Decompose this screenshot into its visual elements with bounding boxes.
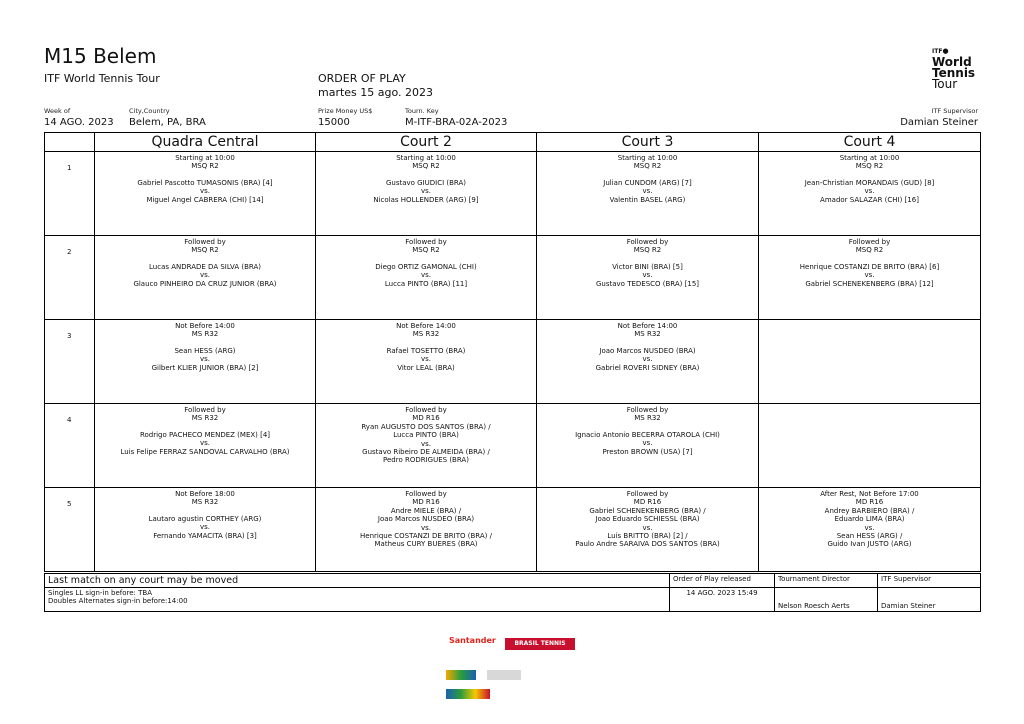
footer-table xyxy=(44,573,981,612)
versus-label: vs. xyxy=(199,271,210,280)
match-schedule: Starting at 10:00 xyxy=(617,154,678,162)
row-number: 3 xyxy=(45,320,95,404)
player-name: Ryan AUGUSTO DOS SANTOS (BRA) / xyxy=(361,422,491,431)
match-schedule: Not Before 14:00 xyxy=(175,322,235,330)
city-value: Belem, PA, BRA xyxy=(129,117,206,128)
player-name: Diego ORTIZ GAMONAL (CHI) xyxy=(375,262,477,271)
versus-label: vs. xyxy=(642,271,653,280)
match-round: MSQ R2 xyxy=(412,246,440,255)
order-of-play-date: martes 15 ago. 2023 xyxy=(318,86,434,99)
match-schedule: Followed by xyxy=(184,238,226,246)
match-cell xyxy=(95,152,316,236)
player-name: Gabriel SCHENEKENBERG (BRA) / xyxy=(589,506,706,515)
government-sponsor-logos xyxy=(446,664,581,678)
versus-label: vs. xyxy=(420,439,431,448)
match-schedule: Followed by xyxy=(184,406,226,414)
player-name: Luis Felipe FERRAZ SANDOVAL CARVALHO (BRA) xyxy=(120,447,290,456)
match-schedule: Starting at 10:00 xyxy=(396,154,456,162)
row-number: 2 xyxy=(45,236,95,320)
player-name: Henrique COSTANZI DE BRITO (BRA) / xyxy=(360,532,492,541)
match-schedule: Followed by xyxy=(848,238,891,246)
match-cell xyxy=(759,488,981,572)
match-cell xyxy=(316,152,537,236)
player-name: Lucca PINTO (BRA) xyxy=(393,431,459,440)
match-round: MSQ R2 xyxy=(412,162,440,171)
match-schedule: Followed by xyxy=(405,490,447,498)
match-schedule: Followed by xyxy=(626,238,669,246)
match-schedule: Starting at 10:00 xyxy=(839,154,900,162)
player-name: Pedro RODRIGUES (BRA) xyxy=(383,456,469,465)
player-name: Sean HESS (ARG) xyxy=(174,346,236,355)
match-row xyxy=(45,236,981,320)
player-name: Rafael TOSETTO (BRA) xyxy=(386,346,466,355)
match-schedule: Starting at 10:00 xyxy=(175,154,235,162)
itf-world-tennis-tour-logo: ITF● World Tennis Tour xyxy=(932,47,976,91)
player-name: Henrique COSTANZI DE BRITO (BRA) [6] xyxy=(799,262,940,271)
match-round: MD R16 xyxy=(412,498,440,507)
row-number: 1 xyxy=(45,152,95,236)
match-cell xyxy=(759,404,981,488)
logo-line-2: Tennis xyxy=(932,66,976,80)
match-cell xyxy=(95,236,316,320)
match-cell xyxy=(316,320,537,404)
player-name: Ignacio Antonio BECERRA OTAROLA (CHI) xyxy=(575,430,720,439)
match-cell xyxy=(316,404,537,488)
row-number: 5 xyxy=(45,488,95,572)
player-name: Joao Eduardo SCHIESSL (BRA) xyxy=(595,515,700,524)
match-schedule: After Rest, Not Before 17:00 xyxy=(820,490,919,498)
match-round: MD R16 xyxy=(633,498,662,507)
match-round: MS R32 xyxy=(191,414,219,423)
versus-label: vs. xyxy=(420,187,431,196)
match-cell xyxy=(759,152,981,236)
itf-supervisor-label: ITF Supervisor xyxy=(931,107,978,115)
player-name: Gustavo GIUDICI (BRA) xyxy=(385,178,467,187)
player-name: Gustavo Ribeiro DE ALMEIDA (BRA) / xyxy=(362,448,490,457)
player-name: Victor BINI (BRA) [5] xyxy=(612,262,683,271)
player-name: Nicolas HOLLENDER (ARG) [9] xyxy=(373,195,479,204)
versus-label: vs. xyxy=(420,523,431,532)
director-label: Tournament Director xyxy=(775,574,878,588)
match-round: MSQ R2 xyxy=(855,162,884,171)
prize-money-label: Prize Money US$ xyxy=(318,107,373,115)
player-name: Joao Marcos NUSDEO (BRA) xyxy=(377,515,475,524)
match-round: MSQ R2 xyxy=(191,162,219,171)
row-number: 4 xyxy=(45,404,95,488)
match-cell xyxy=(95,404,316,488)
order-of-play-heading: ORDER OF PLAY xyxy=(318,72,406,85)
versus-label: vs. xyxy=(864,187,875,196)
match-row xyxy=(45,488,981,572)
match-cell xyxy=(95,488,316,572)
match-cell xyxy=(537,236,759,320)
player-name: Gabriel ROVERI SIDNEY (BRA) xyxy=(595,363,700,372)
player-name: Andrey BARBIERO (BRA) / xyxy=(824,506,915,515)
court-header: Court 3 xyxy=(537,133,759,152)
week-value: 14 AGO. 2023 xyxy=(44,117,114,128)
player-name: Lucca PINTO (BRA) [11] xyxy=(384,279,468,288)
versus-label: vs. xyxy=(199,355,210,364)
match-round: MS R32 xyxy=(634,414,661,423)
match-round: MSQ R2 xyxy=(855,246,884,255)
player-name: Matheus CURY BUERES (BRA) xyxy=(374,540,478,549)
court-header: Court 2 xyxy=(316,133,537,152)
footer-supervisor-label: ITF Supervisor xyxy=(878,574,981,588)
itf-supervisor-value: Damian Steiner xyxy=(900,117,978,128)
match-cell xyxy=(95,320,316,404)
match-round: MSQ R2 xyxy=(633,162,662,171)
match-schedule: Followed by xyxy=(626,490,669,498)
match-round: MD R16 xyxy=(855,498,884,507)
player-name: Sean HESS (ARG) / xyxy=(836,532,903,541)
player-name: Amador SALAZAR (CHI) [16] xyxy=(820,195,919,204)
logo-line-1: World xyxy=(932,55,972,69)
match-cell xyxy=(316,488,537,572)
versus-label: vs. xyxy=(642,355,653,364)
match-cell xyxy=(759,320,981,404)
match-round: MSQ R2 xyxy=(191,246,219,255)
match-schedule: Followed by xyxy=(626,406,669,414)
singles-ll-note: Singles LL sign-in before: TBA xyxy=(48,589,152,597)
match-cell xyxy=(537,488,759,572)
match-round: MS R32 xyxy=(634,330,661,339)
player-name: Vitor LEAL (BRA) xyxy=(397,363,455,372)
sponsor-logo-middle xyxy=(487,670,521,680)
versus-label: vs. xyxy=(420,355,431,364)
player-name: Eduardo LIMA (BRA) xyxy=(834,515,905,524)
corner-cell xyxy=(45,133,95,152)
doubles-alt-note: Doubles Alternates sign-in before:14:00 xyxy=(48,597,188,605)
player-name: Gilbert KLIER JUNIOR (BRA) [2] xyxy=(151,363,259,372)
player-name: Luis BRITTO (BRA) [2] / xyxy=(607,532,688,541)
player-name: Rodrigo PACHECO MENDEZ (MEX) [4] xyxy=(139,430,271,439)
player-name: Julian CUNDOM (ARG) [7] xyxy=(603,178,692,187)
oop-released-label: Order of Play released xyxy=(670,574,775,588)
director-value: Nelson Roesch Aerts xyxy=(775,588,878,612)
player-name: Fernando YAMACITA (BRA) [3] xyxy=(153,531,257,540)
versus-label: vs. xyxy=(642,187,653,196)
versus-label: vs. xyxy=(420,271,431,280)
versus-label: vs. xyxy=(642,439,653,448)
versus-label: vs. xyxy=(864,271,875,280)
santander-logo: Santander xyxy=(449,636,496,645)
match-cell xyxy=(537,404,759,488)
match-cell xyxy=(537,152,759,236)
tournament-key-label: Tourn. Key xyxy=(405,107,439,115)
player-name: Lucas ANDRADE DA SILVA (BRA) xyxy=(149,262,261,271)
week-label: Week of xyxy=(44,107,71,115)
tour-name: ITF World Tennis Tour xyxy=(44,72,160,85)
player-name: Joao Marcos NUSDEO (BRA) xyxy=(599,346,696,355)
match-round: MS R32 xyxy=(191,330,219,339)
prize-money-value: 15000 xyxy=(318,117,350,128)
player-name: Andre MIELE (BRA) / xyxy=(390,506,462,515)
last-match-note: Last match on any court may be moved xyxy=(45,574,670,588)
versus-label: vs. xyxy=(864,523,875,532)
player-name: Glauco PINHEIRO DA CRUZ JUNIOR (BRA) xyxy=(133,279,277,288)
order-of-play-grid xyxy=(44,132,981,572)
match-row xyxy=(45,404,981,488)
player-name: Gabriel Pascotto TUMASONIS (BRA) [4] xyxy=(137,178,273,187)
logo-itf-text: ITF xyxy=(932,48,943,55)
player-name: Valentin BASEL (ARG) xyxy=(609,195,686,204)
versus-label: vs. xyxy=(642,523,653,532)
match-round: MD R16 xyxy=(412,414,440,423)
player-name: Gustavo TEDESCO (BRA) [15] xyxy=(596,279,699,288)
logo-line-3: Tour xyxy=(932,77,958,91)
player-name: Paulo Andre SARAIVA DOS SANTOS (BRA) xyxy=(575,540,720,549)
city-label: City,Country xyxy=(129,107,170,115)
versus-label: vs. xyxy=(199,439,210,448)
player-name: Miguel Angel CABRERA (CHI) [14] xyxy=(146,195,264,204)
player-name: Guido Ivan JUSTO (ARG) xyxy=(827,540,912,549)
sponsor-logo-right xyxy=(446,689,490,699)
match-cell xyxy=(759,236,981,320)
player-name: Lautaro agustin CORTHEY (ARG) xyxy=(148,514,262,523)
versus-label: vs. xyxy=(199,187,210,196)
brasil-tennis-classic-logo: BRASIL TENNIS CLASSIC xyxy=(505,638,575,650)
match-row xyxy=(45,152,981,236)
match-schedule: Not Before 18:00 xyxy=(175,490,235,498)
match-cell xyxy=(316,236,537,320)
player-name: Preston BROWN (USA) [7] xyxy=(602,447,693,456)
match-schedule: Not Before 14:00 xyxy=(617,322,678,330)
sponsor-logo-left xyxy=(446,670,476,680)
match-round: MS R32 xyxy=(191,498,219,507)
match-schedule: Not Before 14:00 xyxy=(396,322,456,330)
sign-in-notes xyxy=(45,588,670,612)
match-schedule: Followed by xyxy=(405,406,447,414)
player-name: Gabriel SCHENEKENBERG (BRA) [12] xyxy=(805,279,934,288)
match-round: MS R32 xyxy=(412,330,440,339)
match-cell xyxy=(537,320,759,404)
versus-label: vs. xyxy=(199,523,210,532)
court-header-row xyxy=(45,133,981,152)
court-header: Quadra Central xyxy=(95,133,316,152)
match-row xyxy=(45,320,981,404)
match-round: MSQ R2 xyxy=(633,246,662,255)
footer-supervisor-value: Damian Steiner xyxy=(878,588,981,612)
player-name: Jean-Christian MORANDAIS (GUD) [8] xyxy=(804,178,935,187)
tournament-title: M15 Belem xyxy=(44,44,157,68)
oop-released-value: 14 AGO. 2023 15:49 xyxy=(670,588,775,612)
court-header: Court 4 xyxy=(759,133,981,152)
tournament-key-value: M-ITF-BRA-02A-2023 xyxy=(405,117,508,128)
match-schedule: Followed by xyxy=(405,238,447,246)
